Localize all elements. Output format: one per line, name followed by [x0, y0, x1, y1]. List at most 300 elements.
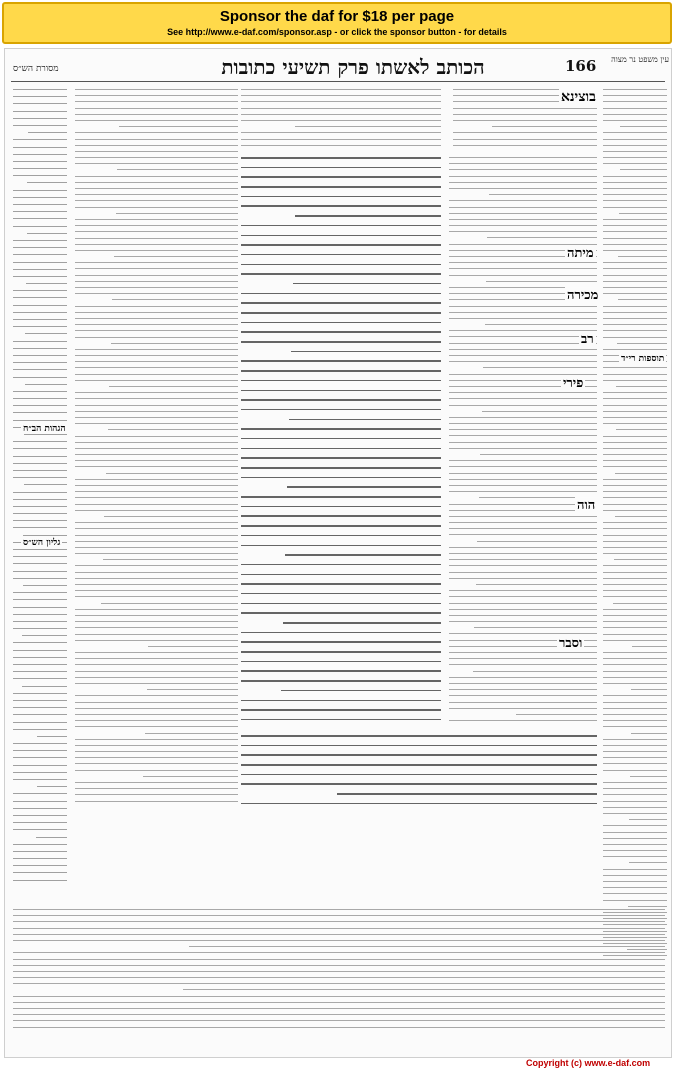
text-line: [241, 593, 441, 595]
text-line: [449, 231, 597, 232]
text-line: [241, 603, 441, 605]
text-line: [449, 708, 597, 709]
text-line: [603, 225, 667, 226]
text-line: [241, 680, 441, 682]
text-line: [241, 101, 441, 102]
text-line: [603, 448, 667, 449]
text-line: [603, 522, 667, 523]
text-line: [474, 627, 597, 628]
text-line: [13, 700, 67, 701]
dibbur-hamatchil-vesavar: וסבר: [559, 636, 583, 651]
text-line: [603, 807, 667, 808]
text-line: [449, 182, 597, 183]
text-line: [615, 516, 667, 517]
text-line: [75, 510, 238, 511]
text-line: [603, 479, 667, 480]
text-line: [75, 349, 238, 350]
text-line: [516, 714, 597, 715]
text-line: [13, 1002, 665, 1003]
text-line: [75, 714, 238, 715]
text-line: [241, 612, 441, 614]
text-line: [13, 779, 67, 780]
text-line: [241, 302, 441, 304]
text-line: [13, 678, 67, 679]
text-line: [449, 664, 597, 665]
text-line: [613, 603, 667, 604]
text-line: [75, 634, 238, 635]
text-line: [449, 702, 597, 703]
text-line: [13, 772, 67, 773]
text-line: [13, 851, 67, 852]
text-line: [75, 590, 238, 591]
text-line: [103, 559, 238, 560]
text-line: [13, 563, 67, 564]
text-line: [603, 720, 667, 721]
text-line: [75, 739, 238, 740]
text-line: [13, 808, 67, 809]
text-line: [449, 318, 597, 319]
text-line: [75, 454, 238, 455]
text-line: [603, 238, 667, 239]
text-line: [603, 621, 667, 622]
text-line: [25, 333, 67, 334]
text-line: [13, 909, 665, 910]
text-line: [75, 330, 238, 331]
text-line: [75, 702, 238, 703]
text-line: [13, 190, 67, 191]
text-line: [13, 844, 67, 845]
text-line: [75, 225, 238, 226]
text-line: [13, 621, 67, 622]
text-line: [603, 89, 667, 90]
text-line: [449, 522, 597, 523]
text-line: [75, 751, 238, 752]
text-line: [618, 299, 667, 300]
text-line: [75, 355, 238, 356]
text-line: [603, 671, 667, 672]
text-line: [28, 132, 67, 133]
text-line: [603, 491, 667, 492]
text-line: [629, 819, 667, 820]
text-line: [189, 946, 665, 947]
text-line: [449, 460, 597, 461]
text-line: [75, 782, 238, 783]
text-line: [603, 541, 667, 542]
text-line: [603, 751, 667, 752]
text-line: [13, 139, 67, 140]
text-line: [603, 101, 667, 102]
text-line: [449, 479, 597, 480]
text-line: [13, 369, 67, 370]
text-line: [449, 615, 597, 616]
text-line: [75, 392, 238, 393]
text-line: [241, 360, 441, 362]
text-line: [75, 535, 238, 536]
text-line: [13, 793, 67, 794]
text-line: [241, 661, 441, 663]
text-line: [485, 324, 597, 325]
text-line: [13, 377, 67, 378]
text-line: [75, 720, 238, 721]
text-line: [449, 695, 597, 696]
text-line: [241, 380, 441, 382]
text-line: [616, 429, 667, 430]
text-line: [603, 627, 667, 628]
text-line: [449, 200, 597, 201]
text-line: [603, 262, 667, 263]
text-line: [13, 940, 665, 941]
text-line: [75, 145, 238, 146]
text-line: [241, 477, 441, 479]
text-line: [241, 114, 441, 115]
text-line: [603, 813, 667, 814]
text-line: [628, 906, 667, 907]
gemara-text-column: [241, 157, 441, 731]
sponsor-subtitle: See http://www.e-daf.com/sponsor.asp - or click the sponsor button - for details: [167, 27, 507, 37]
text-line: [603, 708, 667, 709]
text-line: [241, 670, 441, 672]
text-line: [75, 306, 238, 307]
text-line: [13, 506, 67, 507]
text-line: [603, 788, 667, 789]
text-line: [603, 163, 667, 164]
text-line: [13, 915, 665, 916]
text-line: [13, 671, 67, 672]
text-line: [603, 250, 667, 251]
text-line: [453, 132, 597, 133]
text-line: [482, 411, 597, 412]
text-line: [603, 466, 667, 467]
text-line: [449, 559, 597, 560]
text-line: [293, 283, 441, 285]
text-line: [603, 436, 667, 437]
text-line: [75, 664, 238, 665]
text-line: [603, 275, 667, 276]
text-line: [13, 664, 67, 665]
text-line: [241, 651, 441, 653]
text-line: [75, 293, 238, 294]
text-line: [13, 254, 67, 255]
text-line: [449, 163, 597, 164]
text-line: [13, 312, 67, 313]
dibbur-hamatchil-mechira: מכירה: [567, 288, 599, 303]
text-line: [603, 417, 667, 418]
text-line: [241, 719, 441, 721]
text-line: [449, 689, 597, 690]
text-line: [603, 677, 667, 678]
text-line: [603, 324, 667, 325]
text-line: [114, 256, 238, 257]
masoret-hashas-heading: מסורת הש״ס: [13, 64, 59, 74]
text-line: [603, 454, 667, 455]
text-line: [603, 596, 667, 597]
text-line: [603, 838, 667, 839]
text-line: [620, 169, 667, 170]
text-line: [603, 411, 667, 412]
text-line: [287, 486, 441, 488]
copyright-notice: Copyright (c) www.e-daf.com: [526, 1058, 651, 1068]
text-line: [75, 405, 238, 406]
text-line: [13, 880, 67, 881]
text-line: [75, 609, 238, 610]
text-line: [13, 125, 67, 126]
text-line: [13, 657, 67, 658]
text-line: [603, 330, 667, 331]
text-line: [75, 491, 238, 492]
text-line: [13, 642, 67, 643]
text-line: [75, 565, 238, 566]
text-line: [449, 677, 597, 678]
text-line: [603, 794, 667, 795]
text-line: [75, 528, 238, 529]
text-line: [13, 592, 67, 593]
text-line: [13, 693, 67, 694]
text-line: [75, 417, 238, 418]
text-line: [241, 641, 441, 643]
text-line: [630, 776, 667, 777]
text-line: [13, 996, 665, 997]
text-line: [75, 188, 238, 189]
text-line: [13, 96, 67, 97]
text-line: [603, 553, 667, 554]
text-line: [75, 497, 238, 498]
text-line: [603, 139, 667, 140]
text-line: [75, 584, 238, 585]
text-line: [631, 733, 667, 734]
text-line: [241, 709, 441, 711]
text-line: [449, 491, 597, 492]
text-line: [75, 788, 238, 789]
text-line: [75, 194, 238, 195]
text-line: [241, 120, 441, 121]
dibbur-hamatchil-rav: רב: [581, 332, 594, 347]
text-line: [75, 522, 238, 523]
text-line: [453, 108, 597, 109]
text-line: [449, 213, 597, 214]
text-line: [13, 348, 67, 349]
text-line: [603, 757, 667, 758]
text-line: [75, 244, 238, 245]
text-line: [603, 460, 667, 461]
text-line: [241, 745, 597, 747]
text-line: [75, 658, 238, 659]
text-line: [13, 707, 67, 708]
text-line: [617, 343, 667, 344]
text-line: [37, 786, 67, 787]
text-line: [13, 858, 67, 859]
bottom-commentary: [13, 909, 665, 1037]
text-line: [13, 743, 67, 744]
text-line: [603, 770, 667, 771]
text-line: [27, 182, 67, 183]
text-line: [241, 95, 441, 96]
text-line: [449, 534, 597, 535]
text-line: [75, 504, 238, 505]
text-line: [603, 893, 667, 894]
text-line: [13, 118, 67, 119]
text-line: [285, 554, 441, 556]
text-line: [449, 188, 597, 189]
text-line: [75, 268, 238, 269]
text-line: [13, 971, 665, 972]
text-line: [603, 380, 667, 381]
text-line: [75, 541, 238, 542]
text-line: [449, 423, 597, 424]
sponsor-banner[interactable]: [2, 2, 672, 44]
text-line: [603, 881, 667, 882]
text-line: [145, 733, 238, 734]
text-line: [603, 194, 667, 195]
text-line: [13, 297, 67, 298]
text-line: [603, 510, 667, 511]
text-line: [449, 306, 597, 307]
text-line: [13, 757, 67, 758]
text-line: [603, 157, 667, 158]
text-line: [603, 504, 667, 505]
text-line: [603, 337, 667, 338]
text-line: [13, 326, 67, 327]
text-line: [603, 652, 667, 653]
text-line: [13, 391, 67, 392]
text-line: [75, 312, 238, 313]
text-line: [13, 599, 67, 600]
text-line: [75, 683, 238, 684]
text-line: [449, 609, 597, 610]
text-line: [13, 499, 67, 500]
text-line: [13, 959, 665, 960]
text-line: [603, 572, 667, 573]
text-line: [449, 720, 597, 721]
text-line: [603, 312, 667, 313]
text-line: [603, 578, 667, 579]
text-line: [241, 574, 441, 576]
text-line: [603, 590, 667, 591]
text-line: [449, 466, 597, 467]
text-line: [603, 825, 667, 826]
text-line: [603, 844, 667, 845]
text-line: [75, 132, 238, 133]
text-line: [75, 757, 238, 758]
text-line: [75, 770, 238, 771]
text-line: [13, 161, 67, 162]
text-line: [449, 219, 597, 220]
text-line: [13, 247, 67, 248]
text-line: [75, 627, 238, 628]
text-line: [603, 281, 667, 282]
text-line: [603, 151, 667, 152]
text-line: [241, 89, 441, 90]
text-line: [603, 349, 667, 350]
text-line: [603, 875, 667, 876]
text-line: [13, 865, 67, 866]
text-line: [13, 470, 67, 471]
text-line: [13, 520, 67, 521]
text-line: [241, 545, 441, 547]
text-line: [117, 169, 238, 170]
text-line: [13, 341, 67, 342]
text-line: [36, 837, 67, 838]
text-line: [106, 473, 238, 474]
text-line: [241, 139, 441, 140]
text-line: [241, 399, 441, 401]
text-line: [603, 714, 667, 715]
text-line: [75, 367, 238, 368]
text-line: [614, 559, 667, 560]
tosafot-top-block: [241, 89, 441, 151]
text-line: [241, 322, 441, 324]
text-line: [75, 318, 238, 319]
text-line: [75, 398, 238, 399]
text-line: [449, 349, 597, 350]
text-line: [13, 815, 67, 816]
text-line: [603, 176, 667, 177]
text-line: [453, 114, 597, 115]
text-line: [241, 157, 441, 159]
text-line: [75, 411, 238, 412]
text-line: [13, 89, 67, 90]
text-line: [603, 869, 667, 870]
text-line: [603, 584, 667, 585]
text-line: [75, 182, 238, 183]
tosafot-column: [75, 89, 238, 809]
text-line: [603, 801, 667, 802]
text-line: [13, 463, 67, 464]
text-line: [283, 622, 441, 624]
text-line: [37, 736, 67, 737]
tosafot-rid-heading: תוספות רי״ד: [621, 354, 665, 364]
text-line: [13, 714, 67, 715]
text-line: [75, 652, 238, 653]
text-line: [603, 268, 667, 269]
dibbur-hamatchil-haha: הוה: [577, 498, 596, 513]
text-line: [603, 182, 667, 183]
text-line: [75, 763, 238, 764]
text-line: [603, 640, 667, 641]
text-line: [603, 782, 667, 783]
text-line: [631, 689, 667, 690]
text-line: [13, 355, 67, 356]
text-line: [449, 343, 597, 344]
text-line: [603, 108, 667, 109]
text-line: [616, 386, 667, 387]
text-line: [603, 398, 667, 399]
text-line: [453, 120, 597, 121]
gemara-text-lower: [241, 735, 597, 813]
text-line: [13, 1008, 665, 1009]
text-line: [75, 281, 238, 282]
header-divider: [11, 81, 665, 82]
text-line: [13, 197, 67, 198]
text-line: [603, 702, 667, 703]
gilyon-hashas-heading: גליון הש״ס: [23, 538, 61, 548]
text-line: [291, 351, 441, 353]
text-line: [13, 175, 67, 176]
text-line: [449, 596, 597, 597]
text-line: [75, 466, 238, 467]
text-line: [603, 547, 667, 548]
text-line: [75, 436, 238, 437]
text-line: [13, 305, 67, 306]
text-line: [75, 337, 238, 338]
text-line: [75, 361, 238, 362]
text-line: [449, 157, 597, 158]
text-line: [241, 409, 441, 411]
text-line: [241, 132, 441, 133]
text-line: [13, 607, 67, 608]
text-line: [75, 442, 238, 443]
text-line: [603, 658, 667, 659]
text-line: [13, 513, 67, 514]
